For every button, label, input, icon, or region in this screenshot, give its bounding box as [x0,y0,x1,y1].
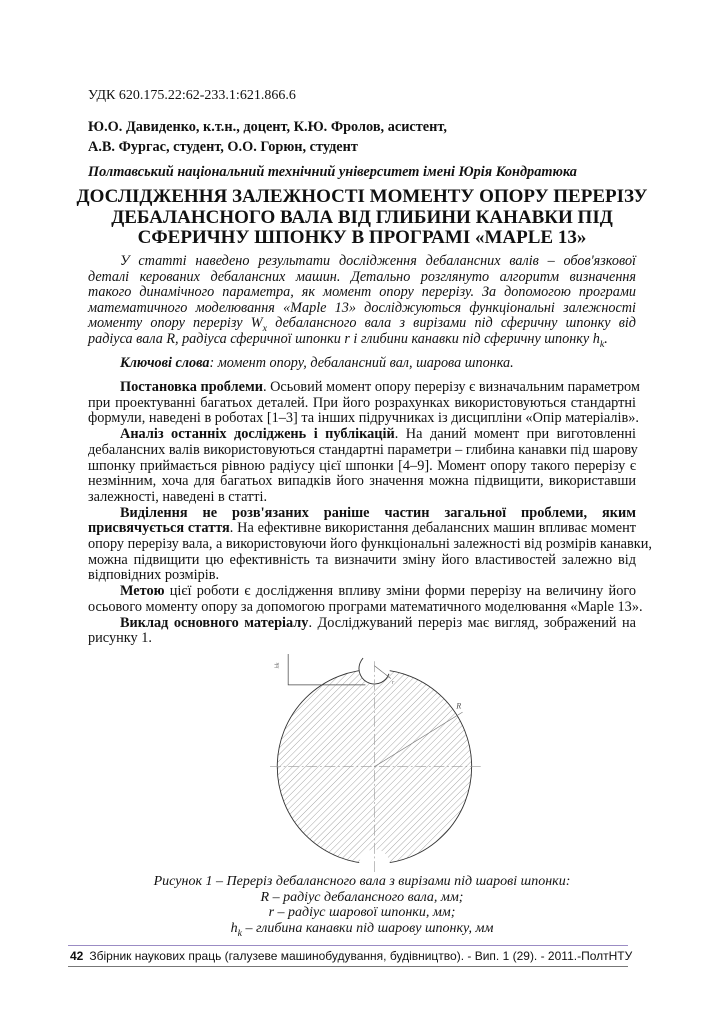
paragraph [88,379,640,427]
caption-line [60,921,664,937]
text-run: деталі керованих дебалансних машин. Детально розглянуто алгоритм визначення [88,268,636,285]
text-line [88,315,636,335]
institution: Полтавський національний технічний університет імені Юрія Кондратюка [88,164,577,180]
authors-line: Ю.О. Давиденко, к.т.н., доцент, К.Ю. Фролов, асистент, [88,119,447,135]
text-run: . На даний момент при виготовленні [394,426,636,443]
text-run: такого динамічного параметра, як момент опору перерізу. За допомогою програми [88,284,636,301]
label-hk: hk [274,662,282,669]
page-number: 42 [70,949,84,963]
text-run: . Осьовий момент опору перерізу є визначальним параметром [262,379,640,395]
text-line [88,301,636,317]
text-line [88,285,636,301]
text-line [88,379,640,396]
text-run: опору перерізу вала, а використовуючи його функціональні залежності від розмірів канавки, [88,536,652,553]
text-run: шпонку приймається рівною радіусу цієї шпонки [4–9]. Момент опору такого перерізу є [88,457,636,474]
title-line: СФЕРИЧНУ ШПОНКУ В ПРОГРАМІ «MAPLE 13» [137,227,587,248]
text-run: рисунку 1. [88,630,152,647]
bold-run: Постановка проблеми [120,379,263,395]
text-run: можна підвищити цю ефективність та визначити зміну його властивостей залежно від [88,551,636,568]
text-line [88,584,636,600]
keywords-label: Ключові слова [120,355,210,371]
text-run: цієї роботи є дослідження впливу зміни форми перерізу на величину його [164,583,636,600]
text-line [88,396,636,412]
caption-line: R – радіус дебалансного вала, мм; [260,889,464,905]
text-run: дебалансних валів використовуються стандартні параметри – глибина канавки під шарову [88,441,638,458]
paragraph [88,616,636,647]
keywords-text: : момент опору, дебалансний вал, шарова шпонка. [209,355,514,371]
bold-run: Виклад основного матеріалу [120,614,309,631]
text-line [88,459,636,475]
subscript: x [262,323,268,335]
caption-text: – глибина канавки під шарову шпонку, мм [241,920,494,936]
authors-line: А.В. Фургас, студент, О.О. Горюн, студент [88,139,358,155]
text-line [88,553,636,569]
text-run: формули, наведені в роботах [1–3] та інших підручниках із дисципліни «Опір матеріалів». [88,410,639,427]
text-run: математичного моделювання «Maple 13» досліджуються функціональні залежності [88,299,636,316]
udk-code: УДК 620.175.22:62-233.1:621.866.6 [88,88,296,103]
text-line [88,427,636,443]
paragraph [88,504,652,585]
text-run: відповідних розмірів. [88,567,220,584]
bold-run: Аналіз останніх досліджень і публікацій [120,426,395,443]
caption-subscript: k [237,927,242,939]
title-line: ДОСЛІДЖЕННЯ ЗАЛЕЖНОСТІ МОМЕНТУ ОПОРУ ПЕРЕРІЗУ [76,186,648,207]
text-run: дебалансного вала з вирізами під сферичну шпонку від [267,315,636,332]
text-line [88,443,636,459]
bold-run: Виділення не розв'язаних раніше частин загальної проблеми, яким [120,504,636,521]
page-footer [70,949,632,963]
text-run: моменту опору перерізу W [88,315,263,332]
subscript: k [599,338,605,350]
text-line [88,254,636,270]
text-line [88,474,636,490]
text-line [88,536,652,553]
text-line [88,332,636,348]
text-run: . На ефективне використання дебалансних машин впливає момент [229,520,636,537]
label-r: r [391,678,395,686]
paragraph [88,583,643,615]
body-text [88,379,652,647]
label-R: R [456,701,462,711]
title-line: ДЕБАЛАНСНОГО ВАЛА ВІД ГЛИБИНИ КАНАВКИ ПІД [111,206,613,228]
text-run: радіуса вала R, радіуса сферичної шпонки r і глибини канавки під сферичну шпонку h [88,330,600,347]
text-run: залежності, наведені в статті. [88,488,268,505]
footer-divider [68,945,628,946]
text-line [88,506,636,522]
bold-run: присвячується стаття [88,520,230,537]
abstract [88,254,636,348]
paper-title [60,187,664,249]
text-line [88,410,639,427]
footer-divider-bottom [68,966,628,967]
journal-info: Збірник наукових праць (галузеве машинобудування, будівництво). - Вип. 1 (29). - 2011.-ПолтНТУ [89,949,633,963]
caption-line: r – радіус шарової шпонки, мм; [268,905,456,920]
text-run: при проектуванні багатьох деталей. При його розрахунках використовуються стандартні [88,394,636,411]
text-line [88,521,636,537]
text-line [88,616,636,632]
text-line [88,490,636,506]
text-run: . Досліджуваний переріз має вигляд, зображений на [308,614,636,631]
text-run: . [604,330,608,347]
text-line [88,631,636,647]
text-run: незмінним, хоча для багатьох випадків його значення можна підвищити, використавши [88,473,636,490]
text-line [88,598,643,616]
text-line [88,568,636,584]
keywords [88,355,636,372]
authors [88,117,447,157]
text-line [88,270,636,286]
text-run: У статті наведено результати дослідження дебалансних валів – обов'язкової [120,253,636,269]
caption-symbol: h [230,920,238,936]
figure-caption [60,874,664,939]
caption-line: Рисунок 1 – Переріз дебалансного вала з вирізами під шарові шпонки: [153,874,571,889]
paragraph [88,427,636,506]
bold-run: Метою [120,583,165,600]
text-run: осьового моменту опору за допомогою програми математичного моделювання «Maple 13». [88,598,643,615]
shaft-cross-section-figure [270,654,488,872]
